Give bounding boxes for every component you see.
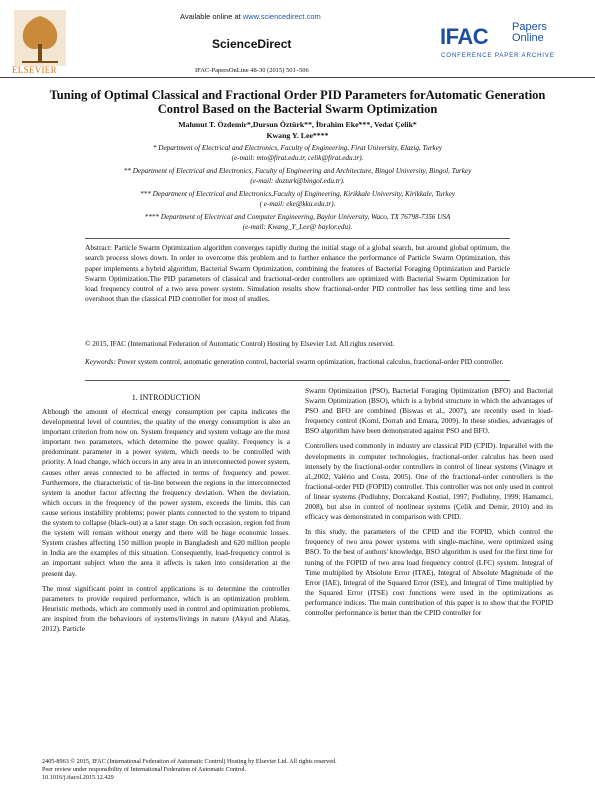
availability-notice: Available online at www.sciencedirect.com (180, 12, 321, 21)
section-title-introduction: 1. INTRODUCTION (131, 393, 201, 402)
publisher-name: ELSEVIER (12, 65, 57, 75)
paragraph: The most significant point in control applications is to determine the controller parameters to provide required performance, which is an optimization problem. Heuristic methods, which are commonly used in control and optimization problems, are inspired from the behaviours of systems/livings in nature (Akyol and Alataş, 2012). Particle (42, 583, 290, 633)
sciencedirect-wordmark: ScienceDirect (212, 37, 292, 51)
paragraph: In this study, the parameters of the CPID and the FOPID, which control the frequency of two area power systems with single-machine, were optimized using BSO. To the best of authors' knowledge, BSO algorithm is used for the first time for tuning of the FOPID of two area load frequency control (LFC) system. Integral of Time multiplied by Absolute Error (ITAE), Integral of Absolute Magnitude of the Error (IAE), Integral of the Squared Error (ISE), and Integral of Time multiplied by the Squared Error (ITSE) cost functions were used in the optimizations as performance indices. The main contribution of this paper is to show that the FOPID controller performance is better than the CPID controller for (305, 527, 553, 617)
paragraph: Swarm Optimization (PSO), Bacterial Foraging Optimization (BFO) and Bacterial Swarm Optimization (BSO), which is a hybrid structure in which the advantages of PSO and BFO are combined (Biswas et al., 2007), are recently used in load-frequency control (Komi, Dorrah and Emara, 2009). In these studies, advantages of BSO algorithm have been demonstrated against PSO and BFO. (305, 386, 553, 436)
doi: 10.1016/j.ifacol.2015.12.429 (42, 774, 114, 781)
author-list: Mahmut T. Özdemir*,Dursun Öztürk**, İbrahim Eke***, Vedat Çelik* Kwang Y. Lee**** (178, 120, 417, 140)
copyright-notice: © 2015, IFAC (International Federation of Automatic Control) Hosting by Elsevier Ltd. All rights reserved. (85, 340, 395, 348)
abstract-top-rule (85, 238, 510, 239)
affiliation-1: * Department of Electrical and Electronics, Faculty of Engineering, Firat University, Elazig, Turkey (e-mail: mto@firat.edu.tr, celik@firat.edu.tr). (152, 144, 443, 162)
affiliation-3: *** Department of Electrical and Electronics,Faculty of Engineering, Kirikkale University, Kirikkale, Turkey ( e-mail: eke@kku.edu.tr). (140, 190, 455, 208)
keywords-label: Keywords: (85, 358, 116, 366)
paragraph: Although the amount of electrical energy consumption per capita indicates the developmental level of countries, the quality of the energy consumption is also an important criterion from now on. System frequency and system voltage are the most important two parameters, which determine the power quality. Frequency is a predominant parameter in a power system, which needs to be controlled with priority. A load change, which occurs in any area in an interconnected power system, causes other areas connected to be affected in terms of frequency and power. Furthermore, the characteristic of tie-line between the regions in the interconnected system is another factor affecting the frequency deviation. When the deviation, which occurs in the frequency of the power system, exceeds the limits, this can cause serious instability problems; power plants connected to the system to tripand the system to collapse (black-out) at a later stage. On such occasion, region fed from the system will remain without energy and there will be huge economic losses. System crashes affecting 150 million people in Bangladesh and 620 million people in India are the examples of this situation. Consequently, load-frequency control is an important subject when the area it affects is taken into consideration at the present day. (42, 407, 290, 578)
sciencedirect-link[interactable]: www.sciencedirect.com (242, 12, 321, 21)
affiliation-4: **** Department of Electrical and Computer Engineering, Baylor University, Waco, TX 76798-7356 USA (e-mail: Kwang_Y_Lee@ baylor.edu). (144, 213, 451, 231)
papers-online-wordmark: Papers Online (512, 21, 547, 44)
header-rule (0, 77, 595, 78)
abstract-bottom-rule (85, 380, 510, 381)
keywords: Keywords: Power system control, automatic generation control, bacterial swarm optimization, fractional calculus, fractional-order PID controller. (85, 358, 504, 366)
affiliation-2: ** Department of Electrical and Electronics, Faculty of Engineering and Architecture, Bingol University, Bingol, Turkey (e-mail: dozturk@bingol.edu.tr). (123, 167, 472, 185)
conference-paper-archive: CONFERENCE PAPER ARCHIVE (441, 52, 555, 59)
abstract: Abstract: Particle Swarm Optimization algorithm converges rapidly during the initial stage of a global search, but around global optimum, the search process slows down. In order to overcome this problem and to further enhance the performance of Particle Swarm Optimization, this paper implements a hybrid algorithm, Bacterial Swarm Optimization, combining the features of Bacterial Foraging Optimization and Particle Swarm Optimization.The PID parameters of classical and fractional-order controllers are optimized with Bacterial Swarm Optimization for load frequency control of a two area power system. Simulation results show fractional-order PID controller has less settling time and less overshoot than the classical PID controller for most of studies. (85, 243, 510, 304)
ifac-wordmark: IFAC (440, 24, 489, 49)
elsevier-tree-logo (14, 10, 66, 72)
ifac-logo (440, 24, 488, 50)
column-left (42, 407, 290, 639)
footer: 2405-8963 © 2015, IFAC (International Federation of Automatic Control) Hosting by Elsevier Ltd. All rights reserved. Peer review under responsibility of International Federation of Automatic Control. 10.1016/j.ifacol.2015.12.429 (42, 758, 562, 782)
column-right (305, 386, 553, 623)
paragraph: Controllers used commonly in industry are classical PID (CPID). Inparallel with the developments in computer technologies, fractional-order calculus has been used intensely by the fractional-order controllers in control of linear systems (Vinagre et al.,2002; Valério and Costa, 2005). One of the fractional-order controllers is the fractional-order PID (FOPID) controller. This controller was not only used in control of linear systems (Podlubny, Dorcakand Kostial, 1997; Podlubny, 1999; Hamamci, 2008), but also in control of nonlinear systems (Çelik and Demir, 2010) and its efficacy was demonstrated in comparison with CPID. (305, 441, 553, 522)
journal-reference: IFAC-PapersOnLine 48-30 (2015) 501–506 (195, 67, 309, 74)
paper-title: Tuning of Optimal Classical and Fractional Order PID Parameters forAutomatic Generation Control Based on the Bacterial Swarm Optimization (49, 88, 546, 116)
